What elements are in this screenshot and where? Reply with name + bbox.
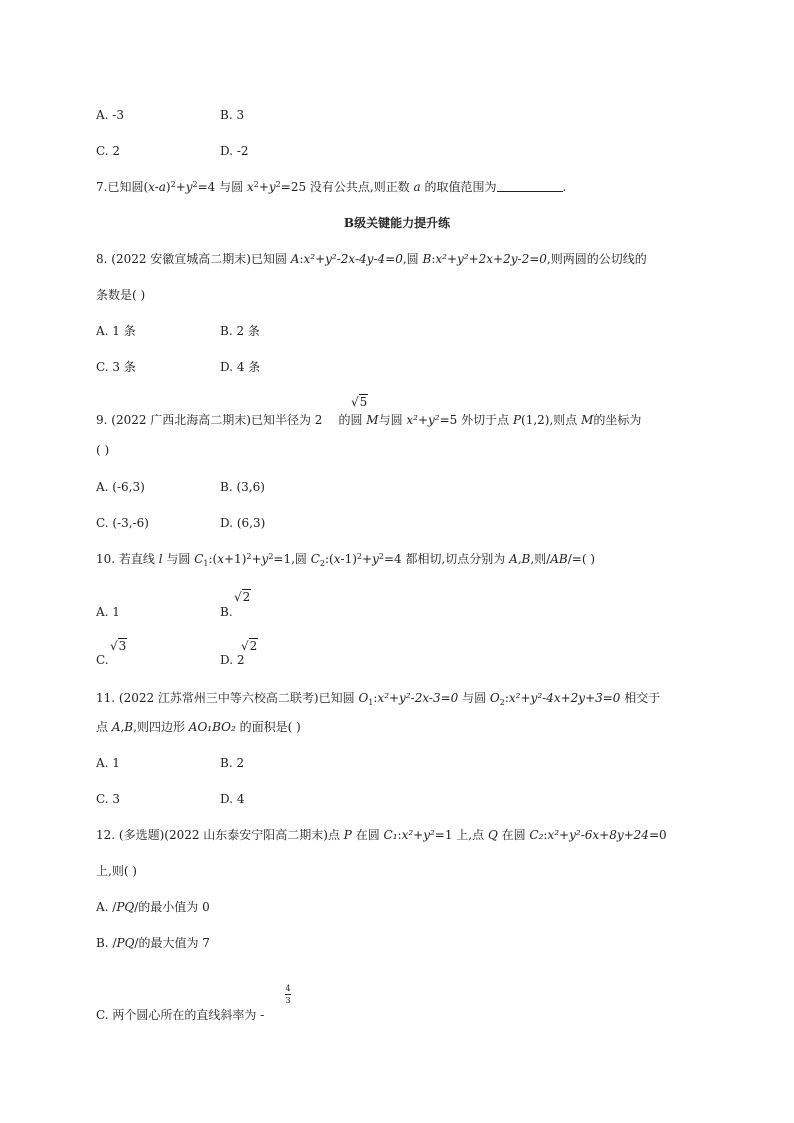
q10-d-sqrt: √2 — [241, 639, 258, 653]
q9-option-b: B. (3,6) — [220, 480, 265, 494]
q12-option-b: B. /PQ/的最大值为 7 — [96, 936, 210, 950]
q11-option-b: B. 2 — [220, 756, 245, 770]
q8-option-d: D. 4 条 — [220, 360, 261, 374]
q10-option-b: B. — [220, 605, 233, 619]
q10-option-d: D. 2 — [220, 653, 245, 667]
q8-option-a: A. 1 条 — [96, 324, 136, 338]
q12-option-a: A. /PQ/的最小值为 0 — [96, 900, 210, 914]
q6-option-b: B. 3 — [220, 108, 245, 122]
q10-option-c: C. — [96, 653, 109, 667]
q11-line2: 点 A,B,则四边形 AO₁BO₂ 的面积是( ) — [96, 720, 301, 734]
q12-line1: 12. (多选题)(2022 山东泰安宁阳高二期末)点 P 在圆 C₁:x²+y²=1 上,点 Q 在圆 C₂:x²+y²-6x+8y+24=0 — [96, 828, 667, 842]
q9-option-a: A. (-6,3) — [96, 480, 145, 494]
q6-option-a: A. -3 — [96, 108, 124, 122]
q8-line2: 条数是( ) — [96, 288, 146, 302]
q9-line2: ( ) — [96, 443, 110, 457]
q10-c-sqrt: √3 — [110, 639, 127, 653]
q7-text: 7.已知圆$(x-a)^2+y^2=4$ 与圆 $x^2+y^2=25$ 没有公共点,则正数 a 的取值范围为 . — [96, 180, 567, 194]
q12-option-c: C. 两个圆心所在的直线斜率为 - — [96, 1008, 265, 1022]
q6-option-c: C. 2 — [96, 144, 121, 158]
q9-sqrt: √5 — [351, 395, 368, 409]
q8-line1: 8. (2022 安徽宣城高二期末)已知圆 A:x²+y²-2x-4y-4=0,圆 B:x²+y²+2x+2y-2=0,则两圆的公切线的 — [96, 252, 647, 266]
section-heading: B级关键能力提升练 — [343, 216, 451, 230]
q8-option-b: B. 2 条 — [220, 324, 260, 338]
q10-text: 10. 若直线 l 与圆 $C_1:(x+1)^2+y^2=1$,圆 $C_2:(x-1)^2+y^2=4$ 都相切,切点分别为 A,B,则/AB/=( ) — [96, 552, 596, 568]
q9-option-d: D. (6,3) — [220, 516, 266, 530]
q11-option-c: C. 3 — [96, 792, 121, 806]
q11-option-d: D. 4 — [220, 792, 245, 806]
q9-option-c: C. (-3,-6) — [96, 516, 149, 530]
q11-line1: 11. (2022 江苏常州三中等六校高二联考)已知圆 $O_1:x^2+y^2-2x-3=0$ 与圆 $O_2:x^2+y^2-4x+2y+3=0$ 相交于 — [96, 691, 661, 707]
q11-option-a: A. 1 — [96, 756, 120, 770]
answer-blank — [497, 179, 563, 192]
q10-option-a: A. 1 — [96, 605, 120, 619]
q10-b-sqrt: √2 — [234, 590, 251, 604]
q12-line2: 上,则( ) — [96, 864, 137, 878]
q9-line1: 9. (2022 广西北海高二期末)已知半径为 2 的圆 M与圆 x²+y²=5 外切于点 P(1,2),则点 M的坐标为 — [96, 413, 642, 427]
q12-fraction: 4 3 — [285, 984, 291, 1005]
q8-option-c: C. 3 条 — [96, 360, 136, 374]
q6-option-d: D. -2 — [220, 144, 249, 158]
